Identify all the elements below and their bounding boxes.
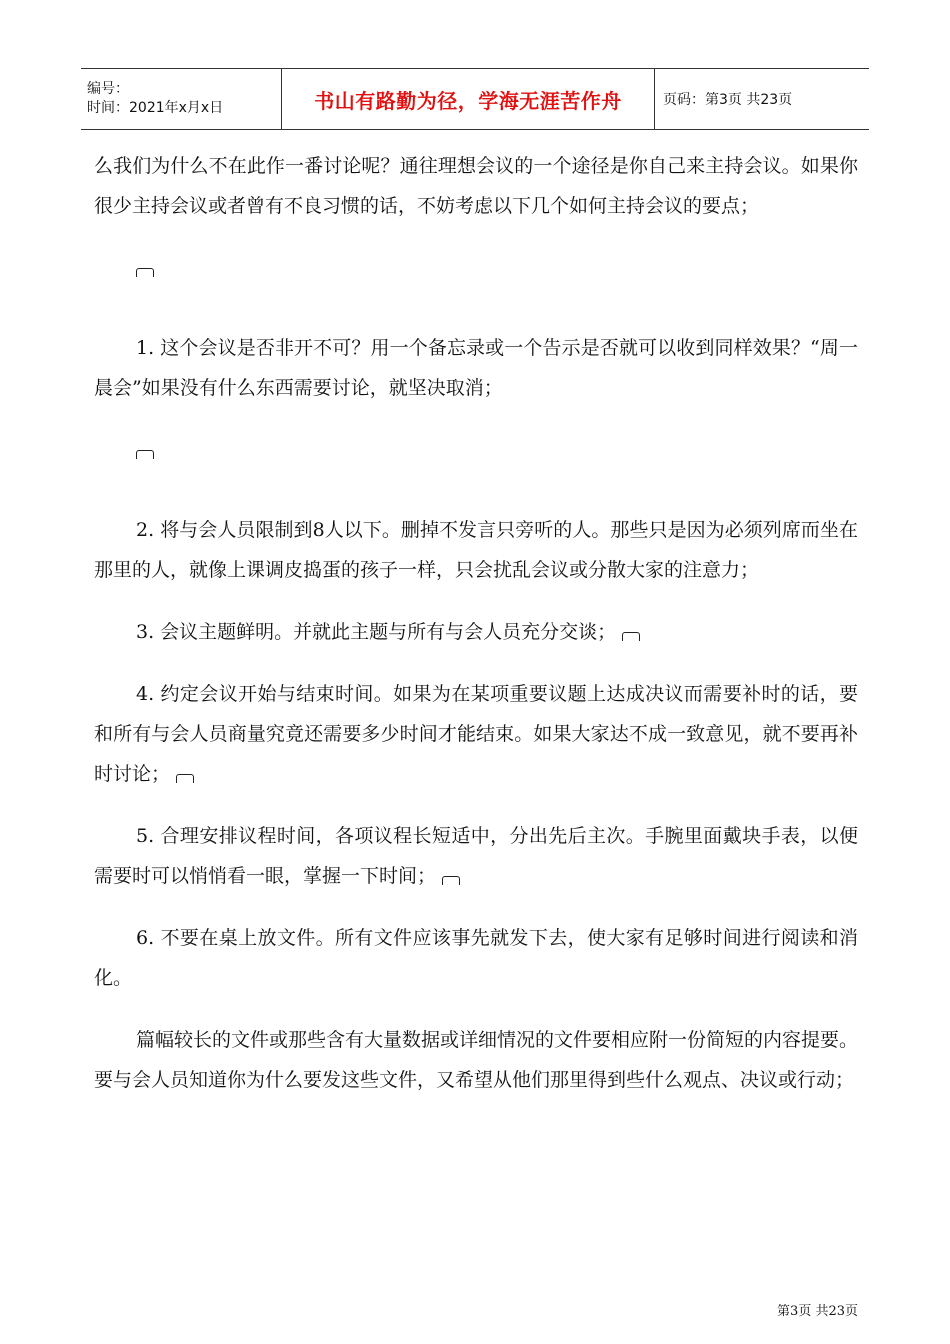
section-mark-icon (136, 450, 154, 459)
paragraph-point-3 (94, 612, 858, 652)
header-meta (81, 69, 282, 129)
paragraph-point-3-text: 3. 会议主题鲜明。并就此主题与所有与会人员充分交谈； (136, 621, 617, 643)
paragraph-point-2: 2. 将与会人员限制到8人以下。删掉不发言只旁听的人。那些只是因为必须列席而坐在那里的人，就像上课调皮捣蛋的孩子一样，只会扰乱会议或分散大家的注意力； (94, 519, 858, 581)
paragraph-point-5 (94, 816, 858, 896)
page-header (81, 68, 869, 130)
paragraph-point-6: 6. 不要在桌上放文件。所有文件应该事先就发下去，使大家有足够时间进行阅读和消化。 (94, 927, 858, 989)
header-motto: 书山有路勤为径，学海无涯苦作舟 (282, 69, 655, 129)
paragraph-point-1: 1. 这个会议是否非开不可？用一个备忘录或一个告示是否就可以收到同样效果？“周一晨会”如果没有什么东西需要讨论，就坚决取消； (94, 337, 858, 399)
paragraph-point-5-text: 5. 合理安排议程时间，各项议程长短适中，分出先后主次。手腕里面戴块手表，以便需要时可以悄悄看一眼，掌握一下时间； (94, 825, 858, 887)
section-mark-icon (136, 268, 154, 277)
header-page-code: 页码：第3页 共23页 (663, 92, 793, 108)
section-mark-icon (622, 632, 640, 641)
doc-time-label: 时间：2021年x月x日 (87, 100, 224, 116)
section-mark-icon (176, 774, 194, 783)
section-mark-row (136, 430, 858, 470)
paragraph-summary: 篇幅较长的文件或那些含有大量数据或详细情况的文件要相应附一份简短的内容提要。要与会人员知道你为什么要发这些文件，又希望从他们那里得到些什么观点、决议或行动； (94, 1029, 859, 1091)
section-mark-icon (442, 876, 460, 885)
paragraph-point-4-text: 4. 约定会议开始与结束时间。如果为在某项重要议题上达成决议而需要补时的话，要和所有与会人员商量究竟还需要多少时间才能结束。如果大家达不成一致意见，就不要再补时讨论； (94, 683, 858, 785)
document-body (94, 146, 858, 1122)
paragraph-point-4 (94, 674, 858, 794)
page-footer: 第3页 共23页 (777, 1304, 858, 1319)
paragraph-intro: 么我们为什么不在此作一番讨论呢？通往理想会议的一个途径是你自己来主持会议。如果你很少主持会议或者曾有不良习惯的话，不妨考虑以下几个如何主持会议的要点； (94, 155, 858, 217)
doc-number-label: 编号： (87, 81, 129, 97)
section-mark-row (136, 248, 858, 288)
